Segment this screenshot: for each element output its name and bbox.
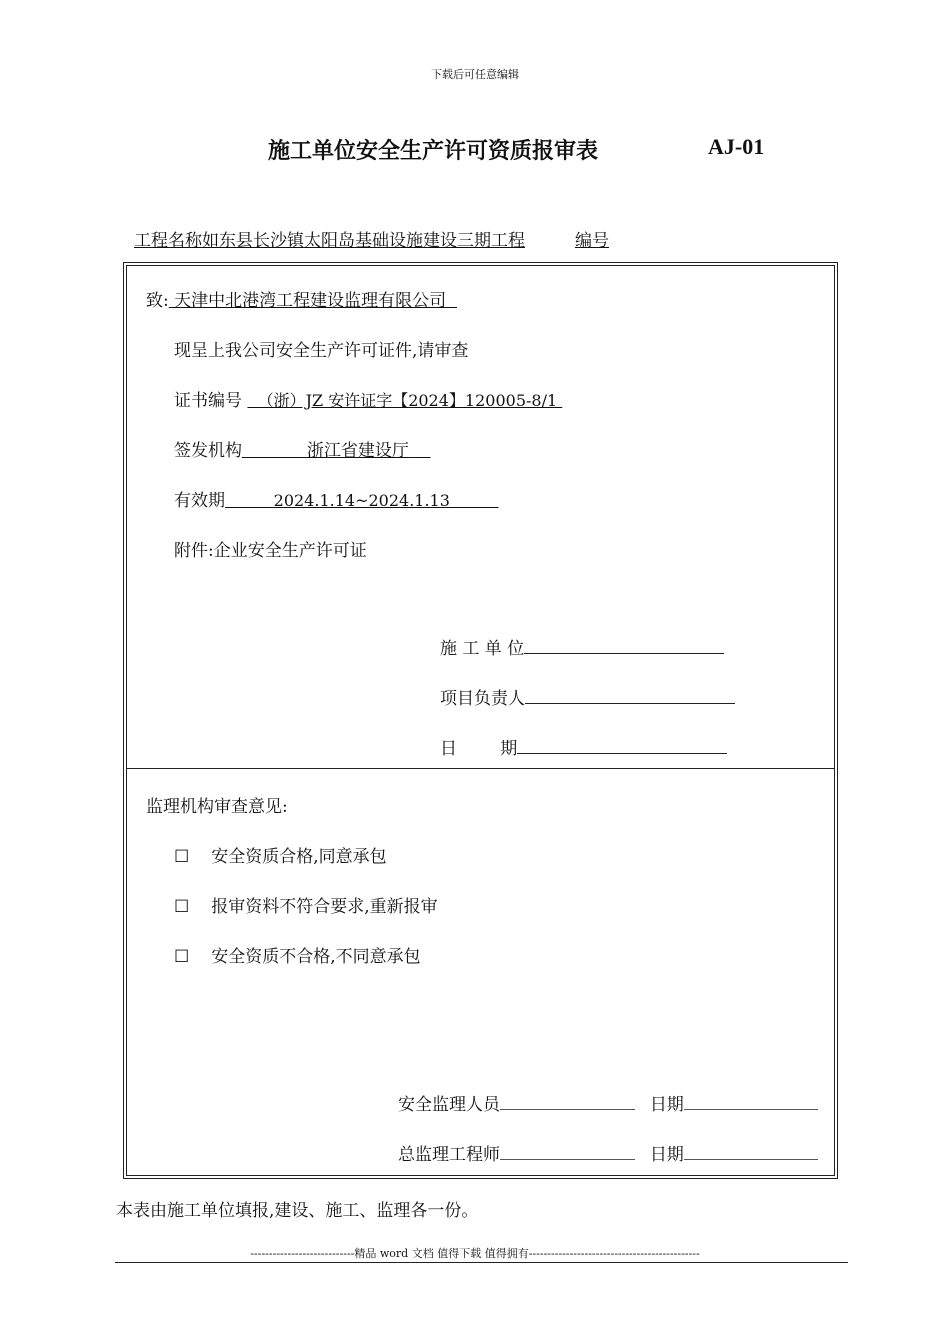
project-label: 工程名称 (134, 231, 202, 251)
chief-date-label: 日期 (649, 1145, 684, 1165)
recipient-value: 天津中北港湾工程建设监理有限公司 (168, 291, 457, 311)
review-option-1[interactable] (174, 842, 387, 867)
issuer-value: 浙江省建设厅 (306, 441, 409, 461)
sign-unit-label: 施 工 单 位 (440, 639, 525, 659)
chief-engineer-field[interactable] (500, 1145, 635, 1160)
review-option-label: 报审资料不符合要求,重新报审 (211, 897, 438, 917)
safety-supervisor-line (398, 1090, 818, 1115)
safety-date-label: 日期 (649, 1095, 684, 1115)
safety-date-field[interactable] (684, 1095, 818, 1110)
issuer-label: 签发机构 (174, 441, 242, 461)
project-line (134, 226, 609, 251)
footer-rule (115, 1262, 848, 1263)
sign-manager-line (440, 684, 735, 709)
sign-unit-line (440, 634, 724, 659)
validity-value: 2024.1.14~2024.1.13 (273, 491, 450, 510)
cert-line (174, 386, 562, 411)
validity-label: 有效期 (174, 491, 225, 511)
review-option-3[interactable] (174, 942, 421, 967)
recipient-line (146, 286, 457, 311)
footer-watermark: ----------------------------精品 word 文档 值得下载 值得拥有---------------------------------------------- (250, 1247, 700, 1260)
issuer-line (174, 436, 430, 461)
intro-text: 现呈上我公司安全生产许可证件,请审查 (174, 341, 469, 361)
sign-date-line (440, 734, 727, 759)
attachment-text: 附件:企业安全生产许可证 (174, 541, 367, 561)
safety-supervisor-field[interactable] (500, 1095, 635, 1110)
sign-date-field[interactable] (517, 737, 727, 754)
form-title: 施工单位安全生产许可资质报审表 (268, 138, 599, 164)
form-code: AJ-01 (708, 134, 765, 159)
checkbox-icon[interactable]: ☐ (174, 947, 190, 967)
section-divider (126, 768, 835, 769)
sign-date-label: 日 期 (440, 739, 518, 759)
chief-date-field[interactable] (684, 1145, 818, 1160)
footer-note: 本表由施工单位填报,建设、施工、监理各一份。 (116, 1201, 479, 1221)
recipient-label: 致: (146, 291, 169, 311)
validity-line (174, 486, 499, 511)
cert-value: （浙）JZ 安许证字【2024】120005-8/1 (247, 391, 563, 410)
safety-supervisor-label: 安全监理人员 (398, 1095, 500, 1115)
sign-unit-field[interactable] (524, 637, 724, 654)
header-note: 下载后可任意编辑 (431, 68, 519, 81)
sign-manager-field[interactable] (525, 687, 735, 704)
review-option-label: 安全资质合格,同意承包 (211, 847, 387, 867)
review-option-label: 安全资质不合格,不同意承包 (211, 947, 421, 967)
chief-engineer-label: 总监理工程师 (398, 1145, 500, 1165)
cert-label: 证书编号 (174, 391, 242, 411)
project-name: 如东县长沙镇太阳岛基础设施建设三期工程 (202, 231, 525, 251)
review-heading: 监理机构审查意见: (146, 797, 288, 817)
sign-manager-label: 项目负责人 (440, 689, 525, 709)
chief-engineer-line (398, 1140, 818, 1165)
project-number-label: 编号 (575, 231, 609, 251)
checkbox-icon[interactable]: ☐ (174, 847, 190, 867)
review-option-2[interactable] (174, 892, 438, 917)
checkbox-icon[interactable]: ☐ (174, 897, 190, 917)
